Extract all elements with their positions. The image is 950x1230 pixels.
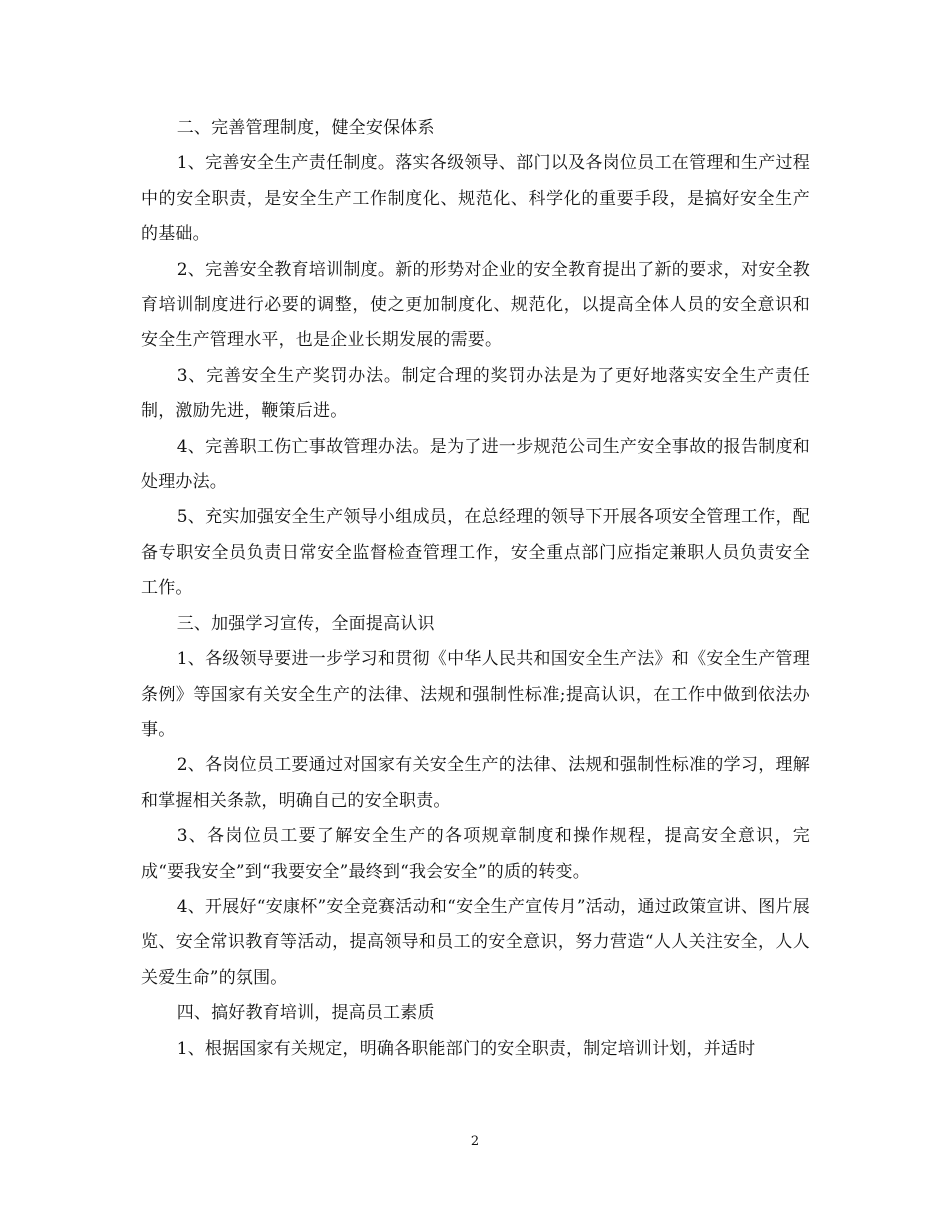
paragraph: 1、根据国家有关规定，明确各职能部门的安全职责，制定培训计划，并适时 bbox=[176, 1038, 756, 1059]
document-body bbox=[141, 111, 810, 1067]
paragraph: 5、充实加强安全生产领导小组成员，在总经理的领导下开展各项安全管理工作，配备专职安全员负责日常安全监督检查管理工作，安全重点部门应指定兼职人员负责安全工作。 bbox=[141, 507, 810, 599]
paragraph: 1、各级领导要进一步学习和贯彻《中华人民共和国安全生产法》和《安全生产管理条例》等国家有关安全生产的法律、法规和强制性标准;提高认识，在工作中做到依法办事。 bbox=[141, 649, 810, 740]
paragraph: 4、开展好“安康杯”安全竞赛活动和“安全生产宣传月”活动，通过政策宣讲、图片展览、安全常识教育等活动，提高领导和员工的安全意识，努力营造“人人关注安全，人人关爱生命”的氛围。 bbox=[141, 896, 810, 988]
paragraph: 3、各岗位员工要了解安全生产的各项规章制度和操作规程，提高安全意识，完成“要我安全”到“我要安全”最终到“我会安全”的质的转变。 bbox=[141, 826, 810, 882]
section-heading-3: 三、加强学习宣传，全面提高认识 bbox=[176, 613, 435, 634]
paragraph: 4、完善职工伤亡事故管理办法。是为了进一步规范公司生产安全事故的报告制度和处理办法。 bbox=[141, 436, 810, 493]
paragraph: 1、完善安全生产责任制度。落实各级领导、部门以及各岗位员工在管理和生产过程中的安全职责，是安全生产工作制度化、规范化、科学化的重要手段，是搞好安全生产的基础。 bbox=[141, 153, 810, 245]
section-heading-4: 四、搞好教育培训，提高员工素质 bbox=[176, 1003, 435, 1024]
paragraph: 2、完善安全教育培训制度。新的形势对企业的安全教育提出了新的要求，对安全教育培训制度进行必要的调整，使之更加制度化、规范化，以提高全体人员的安全意识和安全生产管理水平，也是企业长期发展的需要。 bbox=[141, 259, 810, 351]
paragraph: 3、完善安全生产奖罚办法。制定合理的奖罚办法是为了更好地落实安全生产责任制，激励先进，鞭策后进。 bbox=[141, 365, 810, 422]
section-heading-2: 二、完善管理制度，健全安保体系 bbox=[176, 118, 435, 138]
page-number: 2 bbox=[470, 1134, 480, 1149]
paragraph: 2、各岗位员工要通过对国家有关安全生产的法律、法规和强制性标准的学习，理解和掌握相关条款，明确自己的安全职责。 bbox=[141, 755, 810, 811]
